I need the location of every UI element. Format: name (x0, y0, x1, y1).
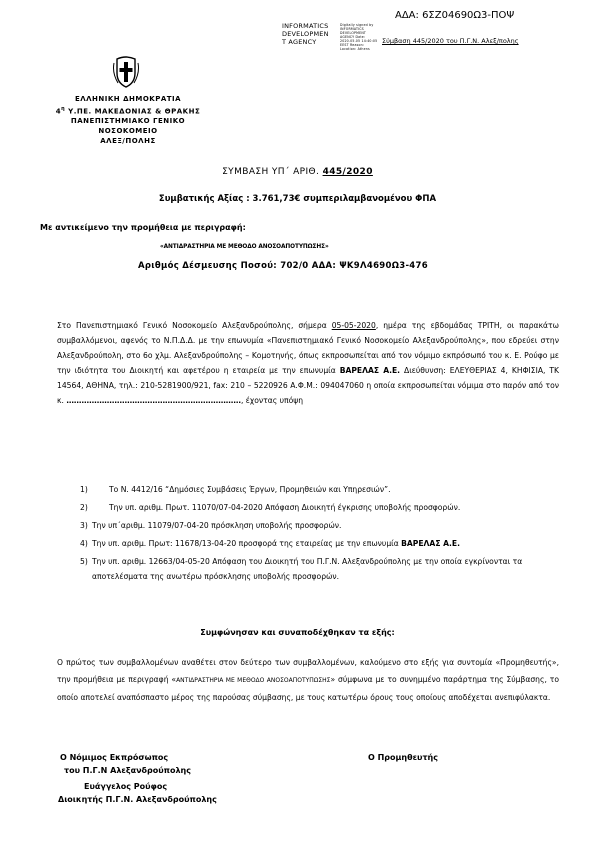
assignment-description: ΑΝΤΙΔΡΑΣΤΗΡΙΑ ΜΕ ΜΕΘΟΔΟ ΑΝΟΣΟΑΠΟΤΥΠΩΣΗΣ (176, 677, 331, 684)
commitment-line: Αριθμός Δέσμευσης Ποσού: 702/0 ΑΔΑ: ΨΚ9Λ4690Ω3-476 (138, 261, 428, 271)
contract-number: 445/2020 (322, 167, 373, 177)
stamp-fine-print: Digitally signed by INFORMATICS DEVELOPMENT AGENCY Date: 2020.05.05 14:40:05 EEST Reason: Location: Athens (340, 23, 378, 51)
list-text (92, 536, 560, 551)
subject-description: «ΑΝΤΙΔΡΑΣΤΗΡΙΑ ΜΕ ΜΕΘΟΔΟ ΑΝΟΣΟΑΠΟΤΥΠΩΣΗΣ» (160, 244, 329, 250)
stamp-line-1: INFORMATICS (282, 22, 329, 30)
agreed-heading: Συμφώνησαν και συναποδέχθηκαν τα εξής: (200, 628, 395, 637)
assignment-part-2: » σύμφωνα με το συνημμένο παράρτημα της Σύμβασης, το οποίο αποτελεί αναπόσπαστο μέρος της παρούσας σύμβασης, με τους κατωτέρω όρους τους οποίους αποδέχεται ανεπιφύλακτα. (57, 675, 559, 702)
intro-part-1: Στο Πανεπιστημιακό Γενικό Νοσοκομείο Αλεξανδρούπολης, σήμερα (57, 321, 332, 330)
supplier-signatory: Ο Προμηθευτής (368, 753, 438, 762)
institution-header (38, 94, 218, 146)
list-item (80, 554, 560, 584)
assignment-part-1: Ο πρώτος των συμβαλλομένων αναθέτει στον δεύτερο των συμβαλλομένων, καλούμενο στο εξής για συντομία «Προμηθευτής», την προμήθεια με περιγραφή « (57, 658, 559, 684)
representative-dots: …………………………………………………………… (66, 396, 241, 405)
intro-part-3: Διεύθυνση: ΕΛΕΥΘΕΡΙΑΣ 4, ΚΗΦΙΣΙΑ, ΤΚ 14564, ΑΘΗΝΑ, τηλ.: 210-5281900/921, fax: 210 – 5220926 Α.Φ.Μ.: 094047060 η οποία εκπροσωπείται νόμιμα στο παρόν από τον κ. (57, 366, 560, 405)
list-item (80, 518, 560, 533)
signatory-name: Ευάγγελος Ρούφος (84, 782, 168, 791)
signatory-role: Διοικητής Π.Γ.Ν. Αλεξανδρούπολης (58, 795, 217, 804)
contract-title (0, 167, 595, 177)
list-text: Την υπ΄αριθμ. 11079/07-04-20 πρόσκληση υποβολής προσφορών. (92, 521, 342, 530)
list-item (80, 536, 560, 551)
list-item (80, 500, 560, 515)
header-line-2-num: 4 (55, 107, 62, 116)
intro-paragraph (57, 318, 559, 408)
title-prefix: ΣΥΜΒΑΣΗ ΥΠ΄ ΑΡΙΘ. (222, 167, 323, 177)
greek-coat-of-arms-icon (112, 55, 140, 89)
header-line-5: ΑΛΕΞ/ΠΟΛΗΣ (100, 137, 156, 146)
stamp-line-3: T AGENCY (282, 38, 317, 46)
header-line-2-sup: η (61, 106, 66, 112)
header-line-4: ΝΟΣΟΚΟΜΕΙΟ (98, 127, 158, 136)
list-item (80, 482, 560, 497)
list-marker: 3) (80, 521, 88, 530)
list-text: Την υπ. αριθμ. 12663/04-05-20 Απόφαση του Διοικητή του Π.Γ.Ν. Αλεξανδρούπολης με την οποία εγκρίνονται τα αποτελέσματα της ανωτέρω πρόσκλησης υποβολής προσφορών. (92, 557, 523, 581)
header-line-1: ΕΛΛΗΝΙΚΗ ΔΗΜΟΚΡΑΤΙΑ (74, 95, 182, 103)
header-line-3: ΠΑΝΕΠΙΣΤΗΜΙΑΚΟ ΓΕΝΙΚΟ (70, 117, 186, 126)
subject-line: Με αντικείμενο την προμήθεια με περιγραφή: (40, 223, 246, 232)
list-text-pre: Την υπ. αριθμ. Πρωτ: 11678/13-04-20 προσφορά της εταιρείας με την επωνυμία (92, 539, 402, 548)
stamp-line-2: DEVELOPMEN (282, 30, 329, 38)
signatory-organization: του Π.Γ.Ν Αλεξανδρούπολης (64, 766, 191, 775)
intro-part-2: , ημέρα της εβδομάδας ΤΡΙΤΗ, οι παρακάτω συμβαλλόμενοι, αφενός το Ν.Π.Δ.Δ. με την επωνυμία «Πανεπιστημιακό Γενικό Νοσοκομείο Αλεξανδρούπολης», που εδρεύει στην Αλεξανδρούπολη, στο 6ο χλμ. Αλεξανδρούπολης – Κομοτηνής, όπως εκπροσωπείται από τον νόμιμο εκπρόσωπό του κ. Ε. Ρούφο με την ιδιότητα του Διοικητή και αφετέρου η εταιρεία με την επωνυμία (57, 321, 559, 375)
list-marker: 2) (80, 503, 88, 512)
digital-signature-stamp (282, 22, 378, 51)
considerations-list (80, 482, 560, 587)
intro-part-4: , έχοντας υπόψη (240, 396, 304, 405)
list-text: Το Ν. 4412/16 “Δημόσιες Συμβάσεις Έργων, Προμηθειών και Υπηρεσιών”. (109, 485, 391, 494)
contract-reference: Σύμβαση 445/2020 του Π.Γ.Ν. Αλεξ/πολης (382, 37, 519, 45)
ada-code: ΑΔΑ: 6ΣΖ04690Ω3-ΠΟΨ (395, 10, 515, 21)
list-text: Την υπ. αριθμ. Πρωτ. 11070/07-04-2020 Απόφαση Διοικητή έγκρισης υποβολής προσφορών. (109, 503, 461, 512)
list-marker: 1) (80, 485, 88, 494)
list-supplier-name: ΒΑΡΕΛΑΣ Α.Ε. (401, 539, 460, 548)
list-marker: 4) (80, 539, 88, 548)
list-marker: 5) (80, 557, 88, 566)
header-line-2-rest: Υ.ΠΕ. ΜΑΚΕΔΟΝΙΑΣ & ΘΡΑΚΗΣ (65, 107, 201, 116)
supplier-name: ΒΑΡΕΛΑΣ Α.Ε. (339, 366, 401, 375)
contract-value: Συμβατικής Αξίας : 3.761,73€ συμπεριλαμβανομένου ΦΠΑ (158, 194, 437, 204)
signatory-title: Ο Νόμιμος Εκπρόσωπος (60, 753, 169, 762)
assignment-paragraph (57, 654, 559, 706)
header-line-2 (38, 104, 218, 116)
contract-date: 05-05-2020 (331, 321, 376, 330)
